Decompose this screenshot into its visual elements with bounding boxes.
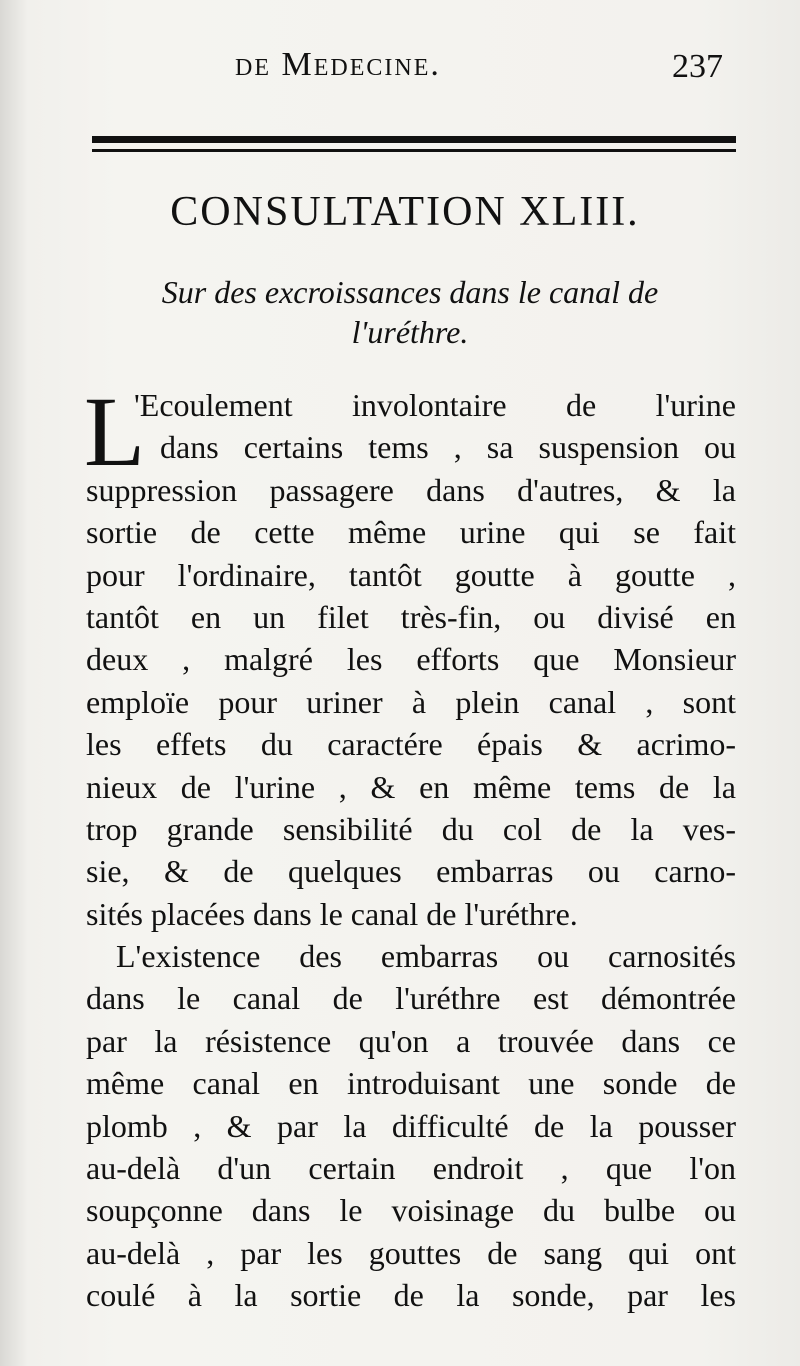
body-line: dans certains tems , sa suspension ou — [160, 429, 736, 466]
consultation-heading: CONSULTATION XLIII. — [170, 189, 640, 235]
header-rule-thin — [92, 149, 736, 152]
body-line: 'Ecoulement involontaire de l'urine — [134, 387, 736, 423]
running-title: de Medecine. — [235, 46, 441, 83]
body-line: plomb , & par la difficulté de la pousser — [86, 1107, 736, 1144]
body-line: même canal en introduisant une sonde de — [86, 1065, 736, 1102]
body-line: sortie de cette même urine qui se fait — [86, 514, 736, 551]
body-line: au-delà , par les gouttes de sang qui ont — [86, 1234, 736, 1271]
body-line: les effets du caractére épais & acrimo- — [86, 726, 736, 763]
body-line: par la résistence qu'on a trouvée dans ce — [86, 1022, 736, 1059]
consultation-subtitle — [100, 272, 720, 352]
body-line: suppression passagere dans d'autres, & la — [86, 471, 736, 508]
body-line: sie, & de quelques embarras ou carno- — [86, 853, 736, 890]
body-line: dans le canal de l'uréthre est démontrée — [86, 980, 736, 1017]
body-line: nieux de l'urine , & en même tems de la — [86, 768, 736, 805]
drop-cap-initial: L — [84, 376, 146, 487]
body-line: coulé à la sortie de la sonde, par les — [86, 1277, 736, 1314]
body-text — [84, 376, 736, 1317]
subtitle-line: l'uréthre. — [351, 314, 469, 350]
body-line: soupçonne dans le voisinage du bulbe ou — [86, 1192, 736, 1229]
body-line: tantôt en un filet très-fin, ou divisé en — [86, 598, 736, 635]
body-line: L'existence des embarras ou carnosités — [116, 938, 736, 975]
header-rule-thick — [92, 136, 736, 143]
body-line: emploïe pour uriner à plein canal , sont — [86, 683, 736, 720]
body-line: pour l'ordinaire, tantôt goutte à goutte , — [86, 556, 736, 593]
body-line: deux , malgré les efforts que Monsieur — [86, 641, 736, 678]
body-line: sités placées dans le canal de l'uréthre. — [86, 895, 578, 932]
body-line: trop grande sensibilité du col de la ves- — [86, 810, 736, 847]
page-number: 237 — [672, 48, 723, 85]
body-line: au-delà d'un certain endroit , que l'on — [86, 1150, 736, 1187]
subtitle-line: Sur des excroissances dans le canal de — [161, 274, 659, 310]
